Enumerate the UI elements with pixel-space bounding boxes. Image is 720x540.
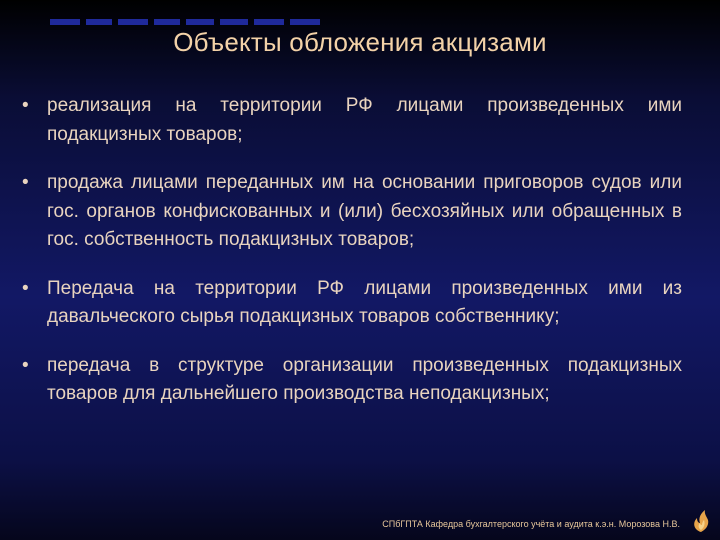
decor-bar — [118, 19, 148, 25]
bullet-list — [22, 92, 682, 409]
bullet-marker: • — [22, 354, 29, 376]
slide-title: Объекты обложения акцизами — [173, 27, 547, 57]
bullet-marker: • — [22, 95, 29, 116]
bullet-text: продажа лицами переданных им на основании приговоров судов или гос. органов конфискованных и (или) бесхозяйных или обращенных в гос. собственность подакцизных товаров; — [47, 172, 682, 250]
decor-bar — [220, 19, 248, 25]
top-decorative-bars — [50, 19, 320, 25]
bullet-text: реализация на территории РФ лицами произведенных ими подакцизных товаров; — [47, 95, 682, 145]
decor-bar — [290, 19, 320, 25]
bullet-text: передача в структуре организации произведенных подакцизных товаров для дальнейшего производства неподакцизных; — [47, 354, 682, 404]
decor-bar — [254, 19, 284, 25]
decor-bar — [86, 19, 112, 25]
bullet-item — [22, 275, 682, 332]
bullet-marker: • — [22, 172, 29, 193]
slide-footer: СПбГПТА Кафедра бухгалтерского учёта и аудита к.э.н. Морозова Н.В. — [382, 519, 680, 529]
decor-bar — [154, 19, 180, 25]
decor-bar — [50, 19, 80, 25]
bullet-text: Передача на территории РФ лицами произведенных ими из давальческого сырья подакцизных товаров собственнику; — [47, 277, 682, 327]
flame-logo-icon — [688, 508, 714, 534]
decor-bar — [186, 19, 214, 25]
bullet-marker: • — [22, 277, 29, 299]
bullet-item — [22, 92, 682, 149]
bullet-item — [22, 352, 682, 409]
bullet-item — [22, 169, 682, 255]
